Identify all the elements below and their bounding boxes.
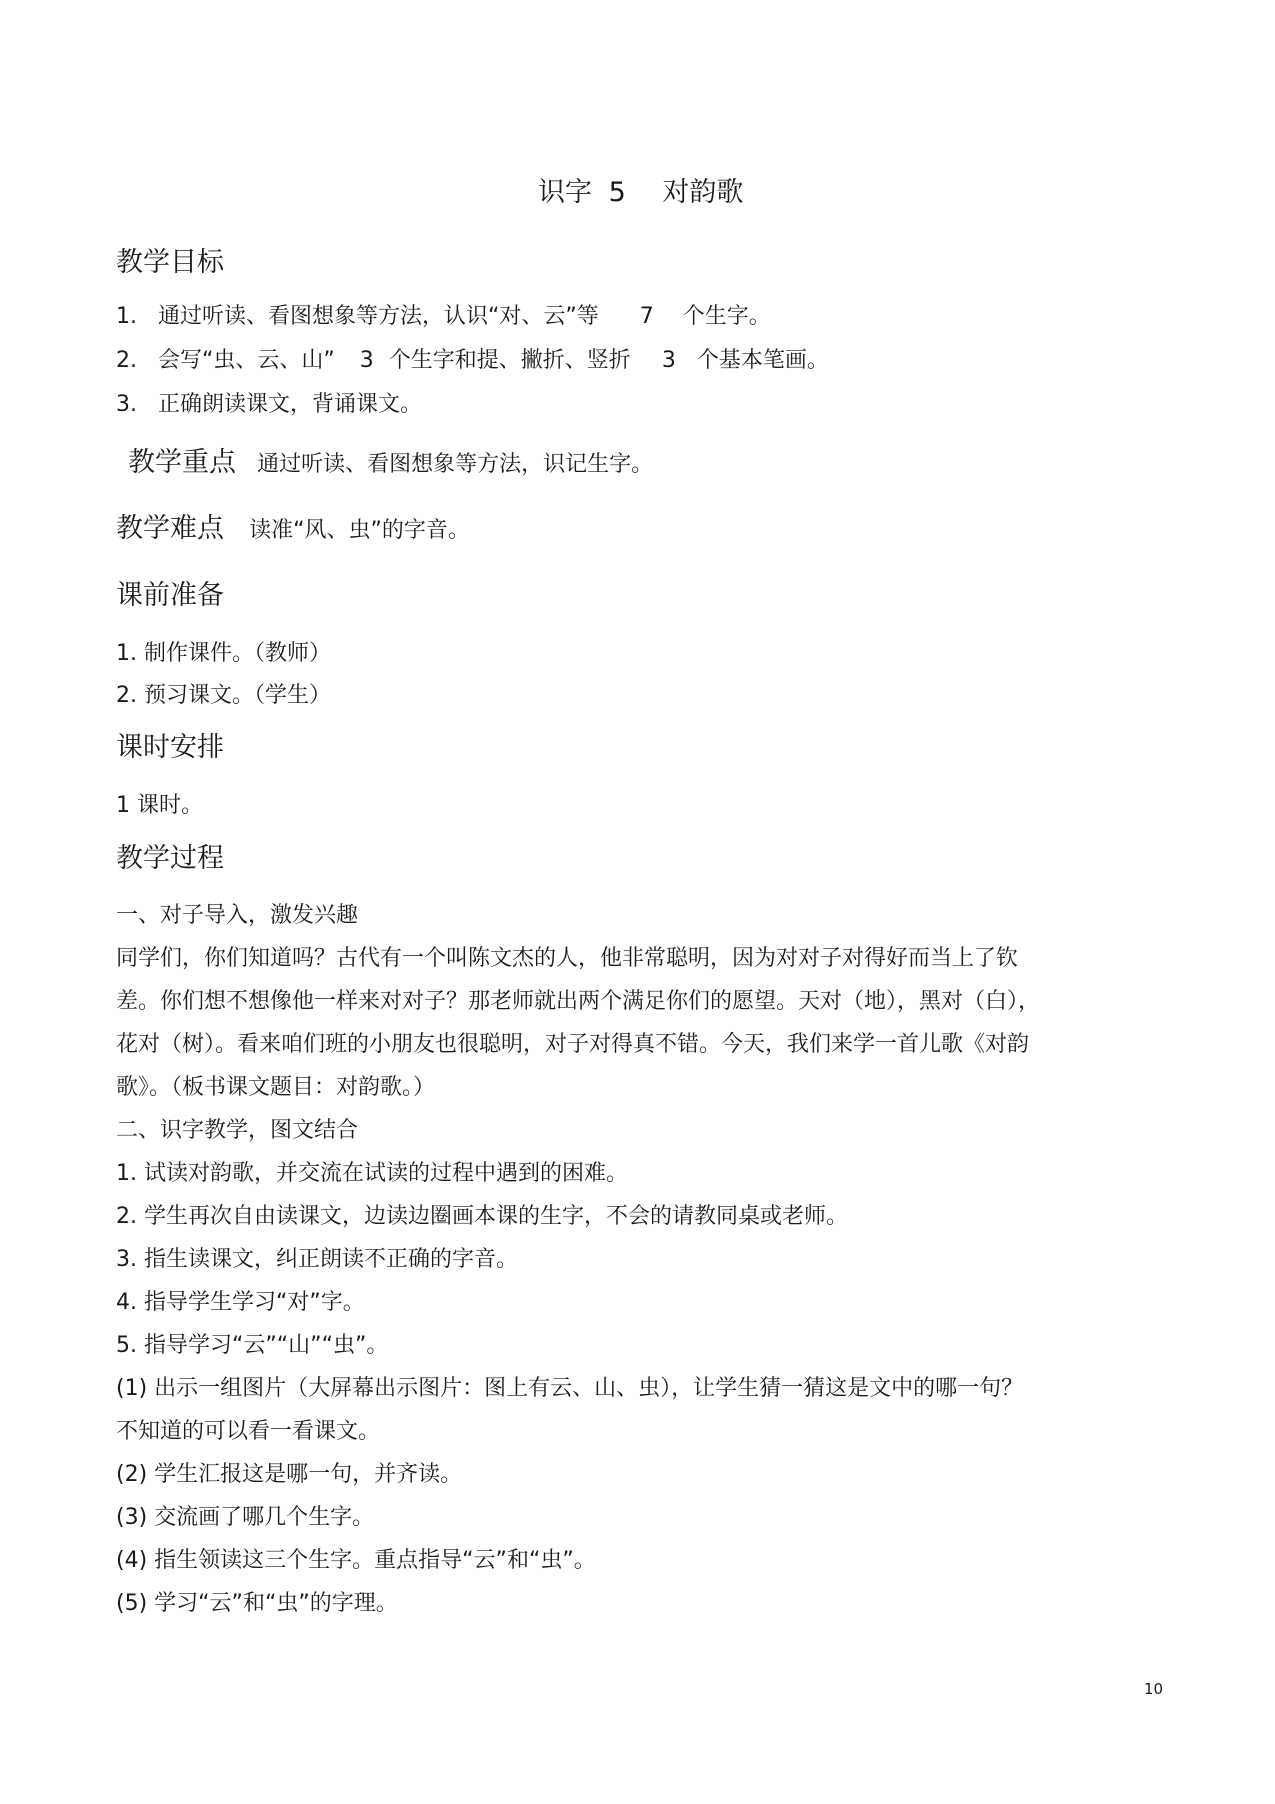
difficulty-label: 教学难点 [116, 513, 224, 544]
difficulty-text: 读准“风、虫”的字音。 [249, 518, 470, 543]
paragraph-line: 歌》。（板书课文题目：对韵歌。） [116, 1075, 436, 1100]
goal-item-2 [116, 350, 829, 372]
preparation-item: 1. 制作课件。（教师） [116, 641, 331, 666]
goal-item-text: 个生字。 [682, 304, 771, 329]
preparation-heading: 课前准备 [116, 580, 224, 611]
goal-item-text: 个生字和提、撇折、竖折 [388, 348, 631, 373]
key-point [128, 449, 653, 476]
goal-item-count: 3 [661, 348, 676, 373]
step-line: (2) 学生汇报这是哪一句，并齐读。 [116, 1462, 463, 1487]
goal-item-1 [116, 306, 771, 328]
goal-item-text: 个基本笔画。 [696, 348, 829, 373]
step-line: 4. 指导学生学习“对”字。 [116, 1290, 365, 1315]
goal-item-count: 3 [359, 348, 374, 373]
goal-item-number: 3. [116, 392, 137, 417]
schedule-heading: 课时安排 [116, 732, 224, 763]
step-line: 5. 指导学习“云”“山”“虫”。 [116, 1333, 389, 1358]
paragraph-line: 花对（树）。看来咱们班的小朋友也很聪明，对子对得真不错。今天，我们来学一首儿歌《对韵 [116, 1032, 1030, 1057]
step-line: (1) 出示一组图片（大屏幕出示图片：图上有云、山、虫），让学生猜一猜这是文中的哪一句？ [116, 1376, 1024, 1401]
goal-item-text: 通过听读、看图想象等方法，认识“对、云”等 [158, 304, 599, 329]
schedule-text: 1 课时。 [116, 793, 203, 818]
paragraph-line: 差。你们想不想像他一样来对对子？那老师就出两个满足你们的愿望。天对（地），黑对（白）， [116, 989, 1041, 1014]
step-line: 2. 学生再次自由读课文，边读边圈画本课的生字，不会的请教同桌或老师。 [116, 1204, 848, 1229]
preparation-item: 2. 预习课文。（学生） [116, 683, 331, 708]
goals-heading: 教学目标 [116, 247, 224, 278]
step-line: 不知道的可以看一看课文。 [116, 1419, 381, 1444]
step-line: 3. 指生读课文，纠正朗读不正确的字音。 [116, 1247, 518, 1272]
process-heading: 教学过程 [116, 843, 224, 874]
lesson-title-prefix: 识字 [538, 177, 592, 208]
step-line: (5) 学习“云”和“虫”的字理。 [116, 1591, 398, 1616]
step-line: (3) 交流画了哪几个生字。 [116, 1505, 375, 1530]
page-number: 10 [1144, 1680, 1164, 1698]
goal-item-3 [116, 394, 422, 416]
step-line: 1. 试读对韵歌，并交流在试读的过程中遇到的困难。 [116, 1161, 628, 1186]
goal-item-count: 7 [639, 304, 654, 329]
paragraph-line: 同学们，你们知道吗？古代有一个叫陈文杰的人，他非常聪明，因为对对子对得好而当上了钦 [116, 946, 1019, 971]
goal-item-number: 2. [116, 348, 137, 373]
goal-item-number: 1. [116, 304, 137, 329]
goal-item-text: 正确朗读课文，背诵课文。 [158, 392, 423, 417]
lesson-title-number: 5 [608, 177, 626, 208]
difficulty [116, 515, 470, 542]
goal-item-text: 会写“虫、云、山” [158, 348, 335, 373]
section-title: 一、对子导入，激发兴趣 [116, 903, 359, 928]
step-line: (4) 指生领读这三个生字。重点指导“云”和“虫”。 [116, 1548, 596, 1573]
section-title: 二、识字教学，图文结合 [116, 1118, 359, 1143]
lesson-title [538, 179, 743, 206]
key-point-label: 教学重点 [128, 447, 236, 478]
key-point-text: 通过听读、看图想象等方法，识记生字。 [257, 452, 654, 477]
lesson-title-name: 对韵歌 [662, 177, 744, 208]
